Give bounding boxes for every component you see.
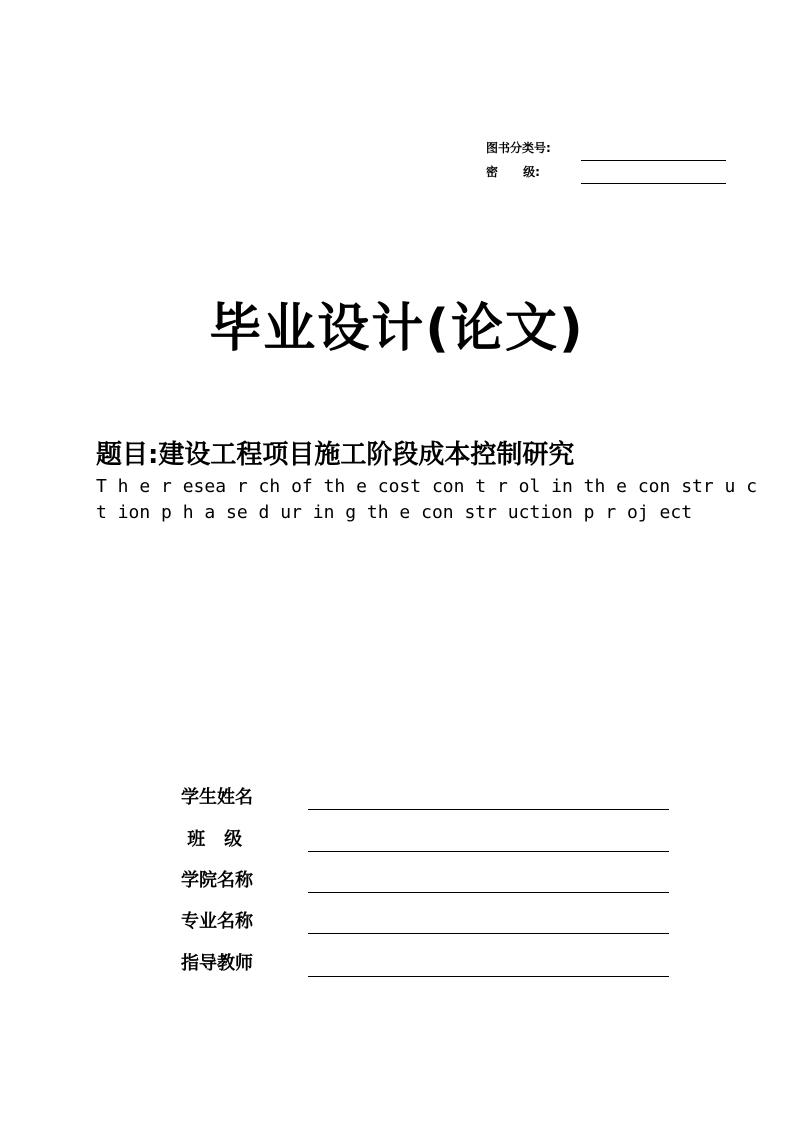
secrecy-label: 密 级: [486, 165, 540, 179]
classification-field[interactable] [581, 160, 726, 161]
classification-label: 图书分类号: [486, 141, 551, 155]
student-name-field[interactable] [308, 809, 669, 810]
english-title-line-2: t ion p h a se d ur in g th e con str uction p r oj ect [96, 502, 693, 523]
class-label: 班 级 [181, 829, 243, 850]
class-field[interactable] [308, 851, 669, 852]
page-title: 毕业设计(论文) [209, 299, 585, 359]
english-title-line-1: T h e r esea r ch of th e cost con t r ol in th e con str u c [96, 476, 758, 497]
college-name-label: 学院名称 [181, 870, 253, 891]
secrecy-field[interactable] [581, 183, 726, 184]
college-name-field[interactable] [308, 892, 669, 893]
major-name-field[interactable] [308, 933, 669, 934]
major-name-label: 专业名称 [181, 911, 253, 932]
advisor-field[interactable] [308, 976, 669, 977]
thesis-topic: 题目:建设工程项目施工阶段成本控制研究 [96, 440, 575, 470]
student-name-label: 学生姓名 [181, 787, 253, 808]
advisor-label: 指导教师 [181, 953, 253, 974]
